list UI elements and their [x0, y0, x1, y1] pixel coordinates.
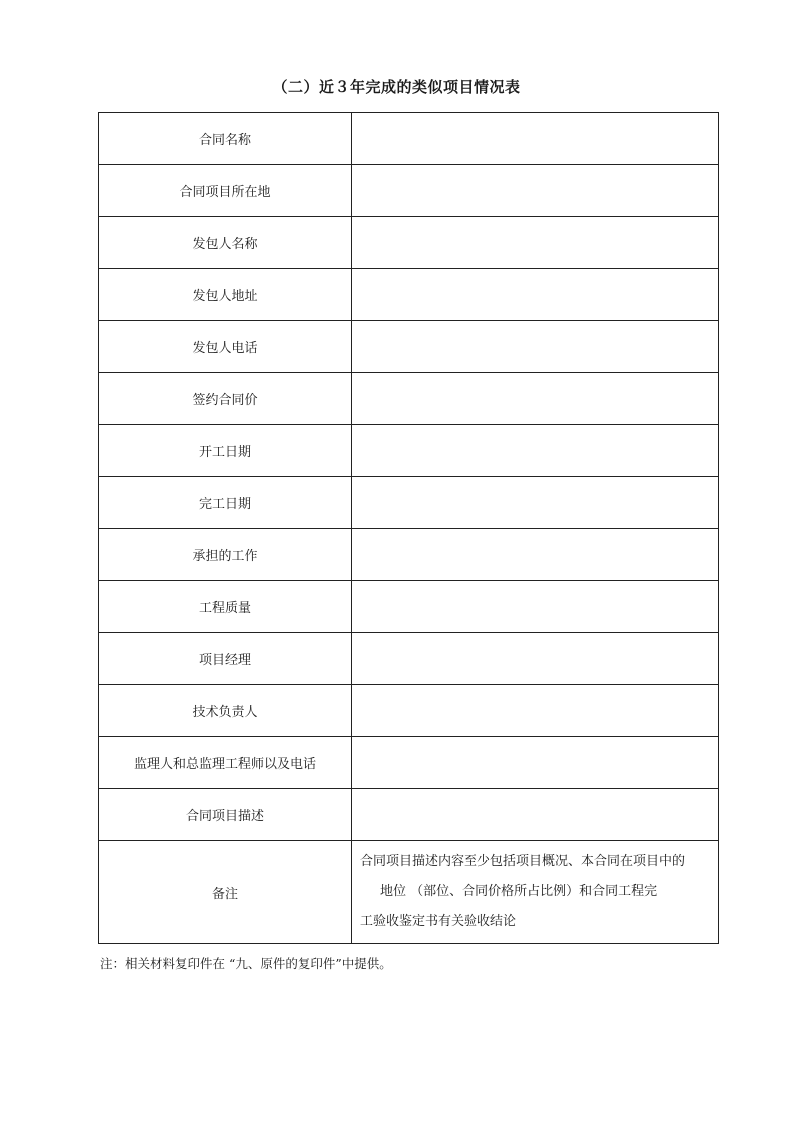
row-value-field[interactable] — [352, 789, 719, 841]
row-label: 发包人电话 — [99, 321, 352, 373]
row-label: 合同名称 — [99, 113, 352, 165]
row-value-field[interactable] — [352, 269, 719, 321]
row-label: 发包人地址 — [99, 269, 352, 321]
row-label: 合同项目描述 — [99, 789, 352, 841]
row-value-field[interactable] — [352, 321, 719, 373]
remarks-line: 工验收鉴定书有关验收结论 — [360, 914, 517, 929]
row-label: 开工日期 — [99, 425, 352, 477]
row-value-field[interactable] — [352, 217, 719, 269]
row-value-field[interactable] — [352, 581, 719, 633]
table-row — [99, 477, 719, 529]
row-label: 技术负责人 — [99, 685, 352, 737]
row-value-field[interactable] — [352, 477, 719, 529]
table-row — [99, 425, 719, 477]
table-row — [99, 321, 719, 373]
table-row — [99, 789, 719, 841]
row-label: 承担的工作 — [99, 529, 352, 581]
table-row — [99, 633, 719, 685]
row-label: 发包人名称 — [99, 217, 352, 269]
table-row — [99, 269, 719, 321]
row-label: 合同项目所在地 — [99, 165, 352, 217]
table-row — [99, 529, 719, 581]
table-row — [99, 581, 719, 633]
table-row — [99, 685, 719, 737]
remarks-line: 合同项目描述内容至少包括项目概况、本合同在项目中的 — [360, 854, 686, 869]
table-row — [99, 737, 719, 789]
remarks-label: 备注 — [99, 841, 352, 944]
table-body — [99, 113, 719, 944]
page-title: （二）近３年完成的类似项目情况表 — [272, 78, 521, 96]
row-label: 项目经理 — [99, 633, 352, 685]
remarks-line: 地位 （部位、合同价格所占比例）和合同工程完 — [380, 884, 658, 899]
row-label: 工程质量 — [99, 581, 352, 633]
row-value-field[interactable] — [352, 373, 719, 425]
row-value-field[interactable] — [352, 633, 719, 685]
footnote: 注：相关材料复印件在 “九、原件的复印件”中提供。 — [100, 956, 392, 971]
row-label: 完工日期 — [99, 477, 352, 529]
table-row — [99, 373, 719, 425]
row-value-field[interactable] — [352, 529, 719, 581]
project-info-table — [98, 112, 719, 944]
row-value-field[interactable] — [352, 165, 719, 217]
table-row — [99, 165, 719, 217]
row-value-field[interactable] — [352, 425, 719, 477]
remarks-text — [352, 841, 718, 943]
table-row-remarks — [99, 841, 719, 944]
table-row — [99, 113, 719, 165]
row-value-field[interactable] — [352, 113, 719, 165]
remarks-value-cell — [352, 841, 719, 944]
row-label: 签约合同价 — [99, 373, 352, 425]
row-value-field[interactable] — [352, 737, 719, 789]
row-label: 监理人和总监理工程师以及电话 — [99, 737, 352, 789]
table-row — [99, 217, 719, 269]
row-value-field[interactable] — [352, 685, 719, 737]
